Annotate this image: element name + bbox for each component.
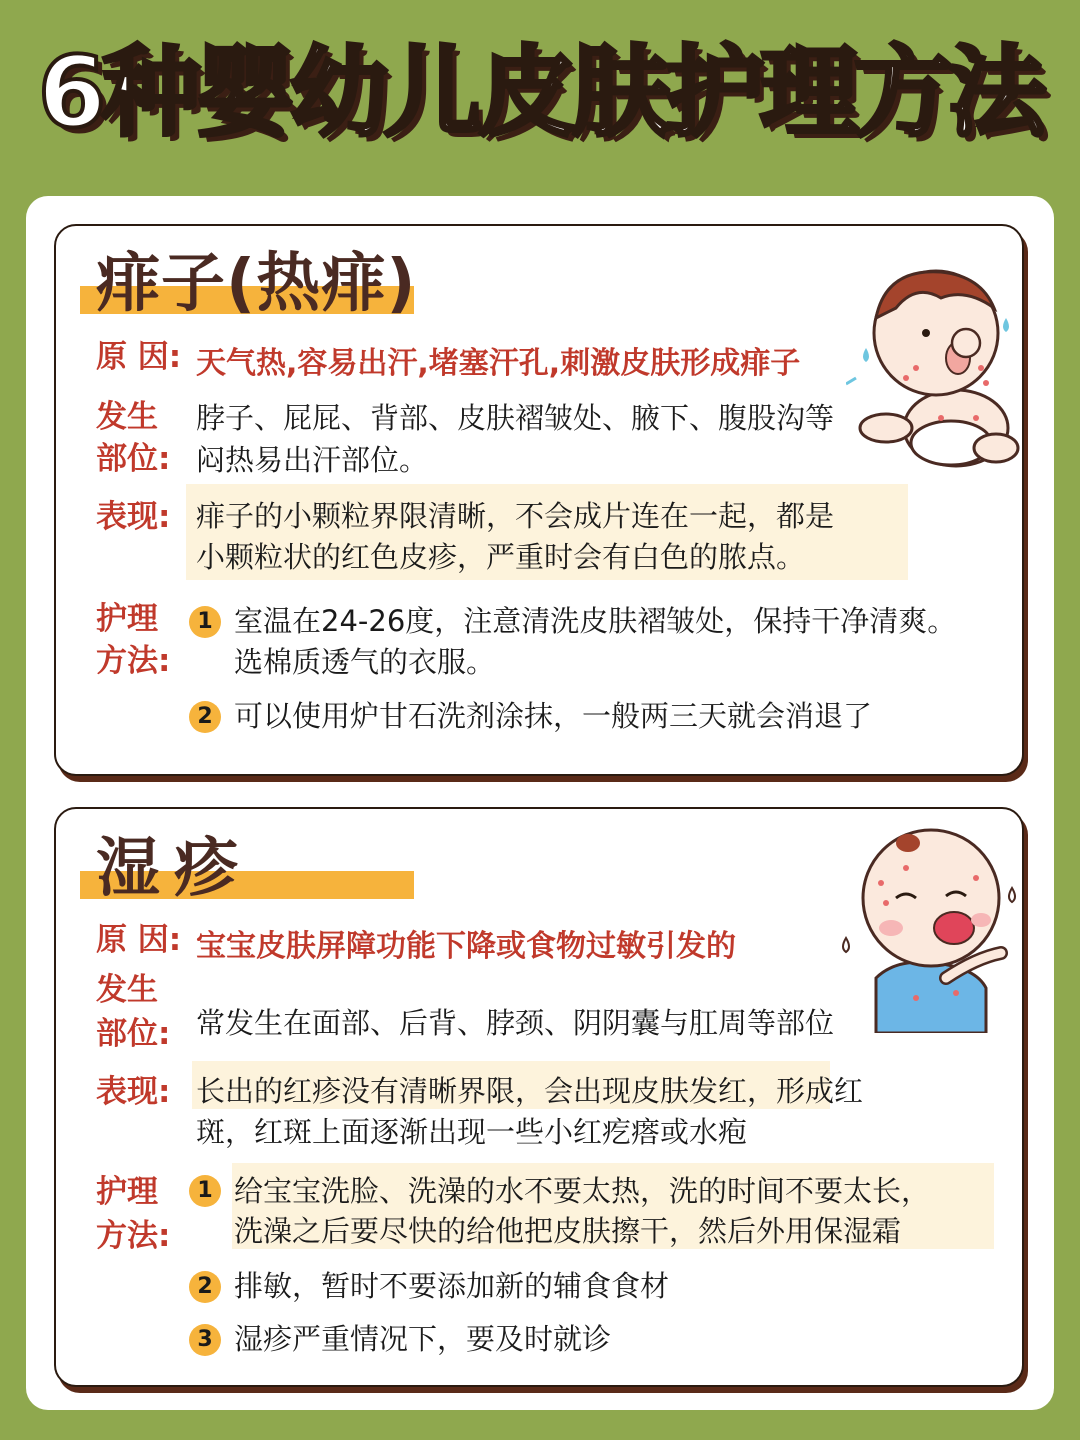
step-number: 3	[189, 1324, 221, 1356]
care-step-1-line2: 洗澡之后要尽快的给他把皮肤擦干，然后外用保湿霜	[234, 1214, 902, 1248]
care-step-2: 可以使用炉甘石洗剂涂抹，一般两三天就会消退了	[234, 699, 873, 733]
cause-label: 原 因:	[96, 339, 182, 375]
step-number: 1	[189, 1175, 221, 1207]
care-label-line1: 护理	[96, 1174, 158, 1210]
baby-crying-illustration	[836, 828, 1026, 1033]
care-label-line1: 护理	[96, 601, 158, 637]
site-label-line1: 发生	[96, 972, 158, 1008]
baby-sweating-illustration	[846, 258, 1026, 473]
sign-label: 表现:	[96, 1074, 171, 1110]
sign-text-line1: 痱子的小颗粒界限清晰，不会成片连在一起，都是	[196, 499, 835, 533]
cause-label: 原 因:	[96, 922, 182, 958]
site-label-line2: 部位:	[96, 1016, 171, 1052]
site-text-line2: 闷热易出汗部位。	[196, 443, 429, 477]
care-step-2: 排敏，暂时不要添加新的辅食食材	[234, 1269, 670, 1303]
care-label-line2: 方法:	[96, 1218, 171, 1254]
sign-label: 表现:	[96, 499, 171, 535]
site-label-line2: 部位:	[96, 441, 171, 477]
care-step-3: 湿疹严重情况下，要及时就诊	[234, 1322, 612, 1356]
sign-text-line2: 斑，红斑上面逐渐出现一些小红疙瘩或水疱	[196, 1115, 748, 1149]
sign-text-line1: 长出的红疹没有清晰界限，会出现皮肤发红，形成红	[196, 1074, 864, 1108]
site-text: 常发生在面部、后背、脖颈、阴阴囊与肛周等部位	[196, 1006, 835, 1040]
care-step-1-line1: 给宝宝洗脸、洗澡的水不要太热，洗的时间不要太长，	[234, 1174, 931, 1208]
care-step-1-line1: 室温在24-26度，注意清洗皮肤褶皱处，保持干净清爽。	[234, 604, 957, 638]
step-number: 2	[189, 1271, 221, 1303]
care-step-1-line2: 选棉质透气的衣服。	[234, 645, 496, 679]
cause-text: 天气热,容易出汗,堵塞汗孔,刺激皮肤形成痱子	[196, 346, 801, 381]
site-label-line1: 发生	[96, 399, 158, 435]
cause-text: 宝宝皮肤屏障功能下降或食物过敏引发的	[196, 929, 736, 964]
step-number: 1	[189, 606, 221, 638]
care-label-line2: 方法:	[96, 643, 171, 679]
sign-text-line2: 小颗粒状的红色皮疹，严重时会有白色的脓点。	[196, 540, 806, 574]
card-heading: 湿疹	[96, 832, 252, 906]
card-heading: 痱子(热痱)	[96, 247, 417, 321]
step-number: 2	[189, 701, 221, 733]
site-text-line1: 脖子、屁屁、背部、皮肤褶皱处、腋下、腹股沟等	[196, 401, 835, 435]
page-title: 6种婴幼儿皮肤护理方法	[37, 36, 1043, 150]
